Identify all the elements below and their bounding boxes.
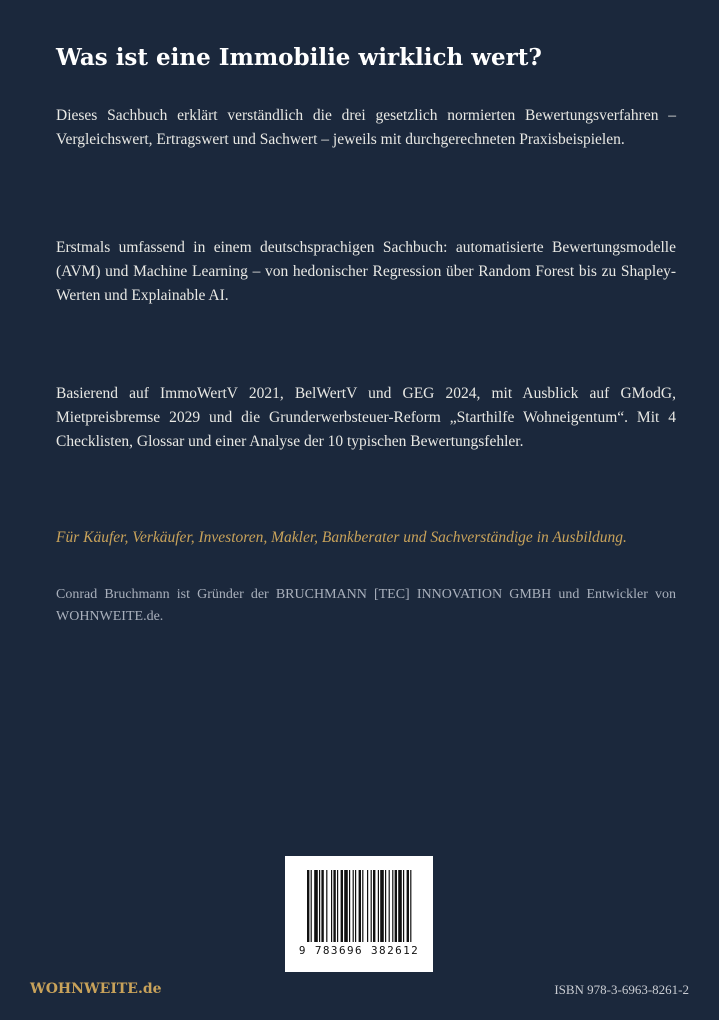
description-paragraph-3: Basierend auf ImmoWertV 2021, BelWertV und GEG 2024, mit Ausblick auf GModG, Mietpreisbremse 2029 und die Grunderwerbsteuer-Reform „Starthilfe Wohneigentum“. Mit 4 Checklisten, Glossar und einer Analyse der 10 typischen Bewertungsfehler. — [56, 385, 676, 450]
author-note: Conrad Bruchmann ist Gründer der BRUCHMANN [TEC] INNOVATION GMBH und Entwickler von WOHNWEITE.de. — [56, 587, 676, 624]
description-paragraph-2: Erstmals umfassend in einem deutschsprachigen Sachbuch: automatisierte Bewertungsmodelle (AVM) und Machine Learning – von hedonischer Regression über Random Forest bis zu Shapley-Werten und Explainable AI. — [56, 239, 676, 304]
barcode-digits: 9 783696 382612 — [298, 944, 420, 957]
isbn-number: ISBN 978-3-6963-8261-2 — [554, 982, 689, 997]
isbn-barcode — [285, 856, 433, 972]
target-audience: Für Käufer, Verkäufer, Investoren, Makler, Bankberater und Sachverständige in Ausbildung. — [56, 529, 627, 546]
publisher-website: WOHNWEITE.de — [30, 981, 162, 997]
cover-heading: Was ist eine Immobilie wirklich wert? — [56, 44, 542, 71]
description-paragraph-1: Dieses Sachbuch erklärt verständlich die drei gesetzlich normierten Bewertungsverfahren – Vergleichswert, Ertragswert und Sachwert – jeweils mit durchgerechneten Praxisbeispielen. — [56, 107, 676, 148]
